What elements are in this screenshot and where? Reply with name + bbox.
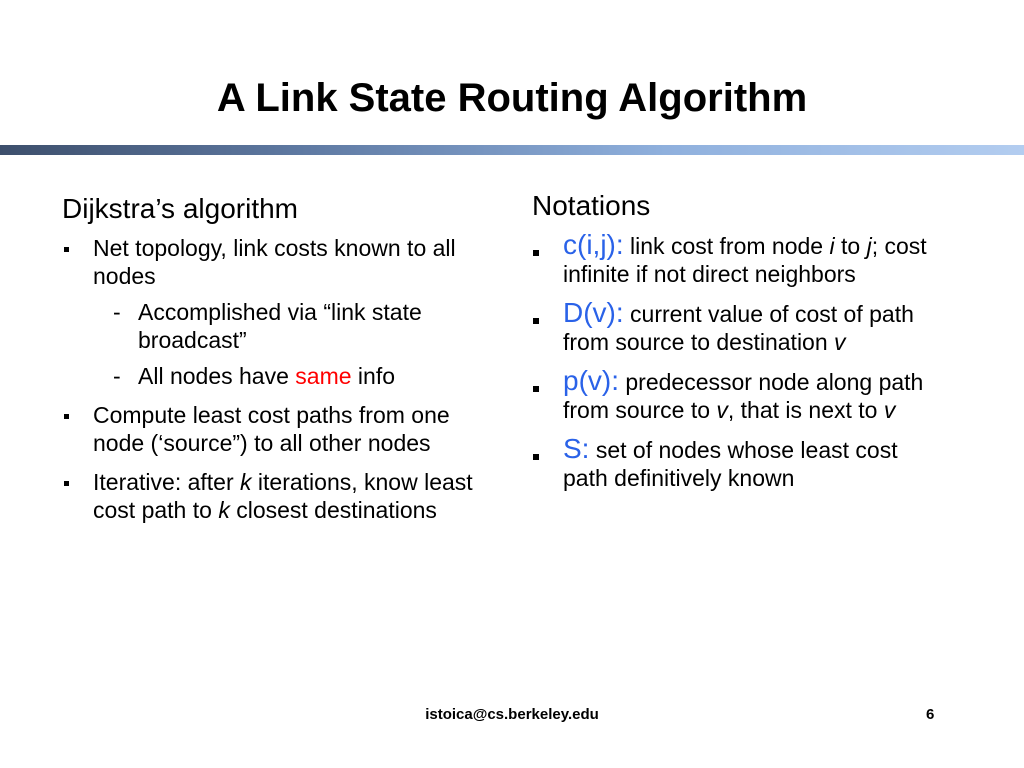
slide-title: A Link State Routing Algorithm xyxy=(216,76,808,120)
sub-bullet-text: All nodes have xyxy=(138,363,296,389)
notation-list xyxy=(532,231,932,492)
notation-text: , that is next to xyxy=(727,397,884,423)
sub-bullet-list xyxy=(93,298,502,390)
title-divider xyxy=(0,145,1024,155)
bullet-text: Compute least cost paths from one node (‘source”) to all other nodes xyxy=(93,402,450,456)
sub-bullet-broadcast xyxy=(93,298,502,354)
notation-term: p(v): xyxy=(563,365,619,396)
bullet-text: Net topology, link costs known to all nodes xyxy=(93,235,456,289)
dash-marker: - xyxy=(113,299,121,325)
notation-d xyxy=(532,299,932,356)
dash-marker: - xyxy=(113,363,121,389)
var-k: k xyxy=(218,497,230,523)
notation-text: to xyxy=(834,233,867,259)
bullet-net-topology xyxy=(62,234,502,390)
notation-s xyxy=(532,435,932,492)
notation-text: ; cost infinite if not direct neighbors xyxy=(563,233,927,287)
var-v: v xyxy=(716,397,728,423)
bullet-text: iterations, know least cost path to xyxy=(93,469,473,523)
notation-text: predecessor node along path from source to xyxy=(563,369,924,423)
notation-term: c(i,j): xyxy=(563,229,624,260)
notation-p xyxy=(532,367,932,424)
bullet-text: closest destinations xyxy=(229,497,437,523)
footer-email: istoica@cs.berkeley.edu xyxy=(425,706,599,723)
sub-bullet-same-info xyxy=(93,362,502,390)
notation-text: current value of cost of path from source to destination xyxy=(563,301,914,355)
notation-text: link cost from node xyxy=(623,233,830,259)
bullet-iterative xyxy=(62,468,502,524)
bullet-compute-paths xyxy=(62,401,502,457)
right-heading: Notations xyxy=(532,190,651,221)
notation-term: S: xyxy=(563,433,590,464)
page-number: 6 xyxy=(926,706,935,723)
right-column xyxy=(532,187,932,503)
left-column xyxy=(62,190,502,535)
sub-bullet-text: info xyxy=(351,363,396,389)
notation-c xyxy=(532,231,932,288)
var-j: j xyxy=(866,233,872,259)
var-v: v xyxy=(883,397,896,423)
sub-bullet-text: Accomplished via “link state broadcast” xyxy=(138,299,422,353)
notation-text: set of nodes whose least cost path definitively known xyxy=(563,437,898,491)
left-bullet-list xyxy=(62,234,502,524)
bullet-text: Iterative: after xyxy=(93,469,241,495)
var-i: i xyxy=(829,233,835,259)
var-v: v xyxy=(834,329,846,355)
notation-term: D(v): xyxy=(563,297,624,328)
left-heading: Dijkstra’s algorithm xyxy=(62,193,298,224)
var-k: k xyxy=(240,469,252,495)
emphasis-same: same xyxy=(295,363,352,389)
